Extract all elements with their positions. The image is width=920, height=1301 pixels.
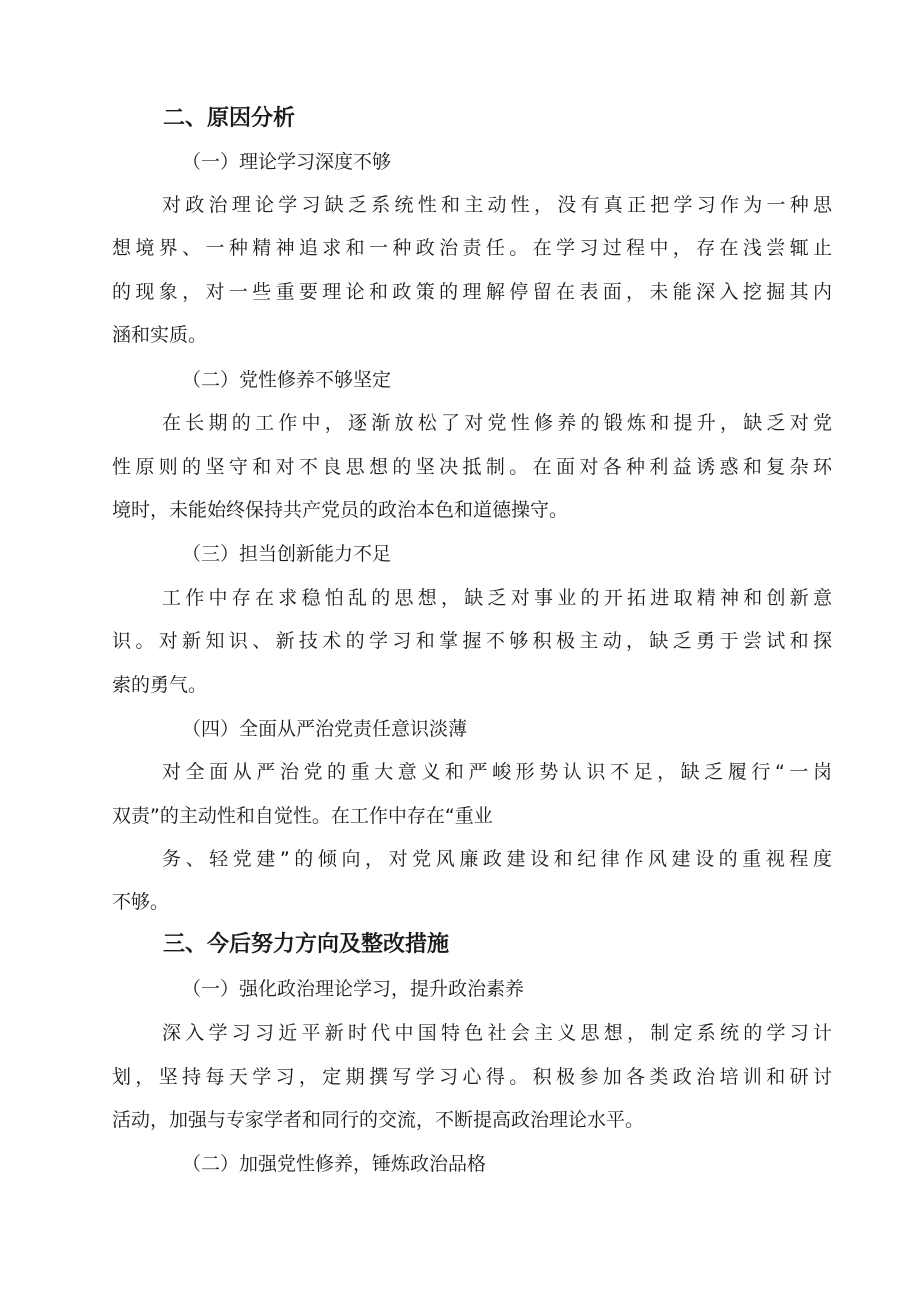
paragraph-line: 工作中存在求稳怕乱的思想，缺乏对事业的开拓进取精神和创新意 <box>162 587 832 609</box>
section-heading-cause-analysis: 二、原因分析 <box>163 106 296 131</box>
paragraph-line: 对政治理论学习缺乏系统性和主动性，没有真正把学习作为一种思 <box>162 194 832 216</box>
subheading-theory-study: （一）理论学习深度不够 <box>182 151 392 173</box>
subheading-strengthen-theory: （一）强化政治理论学习，提升政治素养 <box>182 978 525 1000</box>
paragraph-line: 境时，未能始终保持共产党员的政治本色和道德操守。 <box>112 499 569 521</box>
paragraph-line: 想境界、一种精神追求和一种政治责任。在学习过程中，存在浅尝辄止 <box>112 237 832 259</box>
paragraph-line: 性原则的坚守和对不良思想的坚决抵制。在面对各种利益诱惑和复杂环 <box>112 456 832 478</box>
paragraph-line: 对全面从严治党的重大意义和严峻形势认识不足，缺乏履行“一岗 <box>162 761 832 783</box>
paragraph-line: 双责”的主动性和自觉性。在工作中存在“重业 <box>112 805 493 827</box>
paragraph-line: 深入学习习近平新时代中国特色社会主义思想，制定系统的学习计 <box>162 1022 832 1044</box>
paragraph-line: 的现象，对一些重要理论和政策的理解停留在表面，未能深入挖掘其内 <box>112 281 832 303</box>
subheading-party-character: （二）加强党性修养，锤炼政治品格 <box>182 1153 487 1175</box>
subheading-innovation: （三）担当创新能力不足 <box>182 543 392 565</box>
paragraph-line: 涵和实质。 <box>112 324 208 346</box>
paragraph-line: 索的勇气。 <box>112 674 208 696</box>
paragraph-line: 在长期的工作中，逐渐放松了对党性修养的锻炼和提升，缺乏对党 <box>162 412 832 434</box>
section-heading-improvement-measures: 三、今后努力方向及整改措施 <box>163 932 450 957</box>
paragraph-line: 不够。 <box>112 891 170 913</box>
paragraph-line: 务、轻党建”的倾向，对党风廉政建设和纪律作风建设的重视程度 <box>162 848 832 870</box>
subheading-party-spirit: （二）党性修养不够坚定 <box>182 369 392 391</box>
paragraph-line: 活动，加强与专家学者和同行的交流，不断提高政治理论水平。 <box>112 1109 645 1131</box>
paragraph-line: 划，坚持每天学习，定期撰写学习心得。积极参加各类政治培训和研讨 <box>112 1066 832 1088</box>
subheading-strict-governance: （四）全面从严治党责任意识淡薄 <box>182 718 468 740</box>
paragraph-line: 识。对新知识、新技术的学习和掌握不够积极主动，缺乏勇于尝试和探 <box>112 630 832 652</box>
